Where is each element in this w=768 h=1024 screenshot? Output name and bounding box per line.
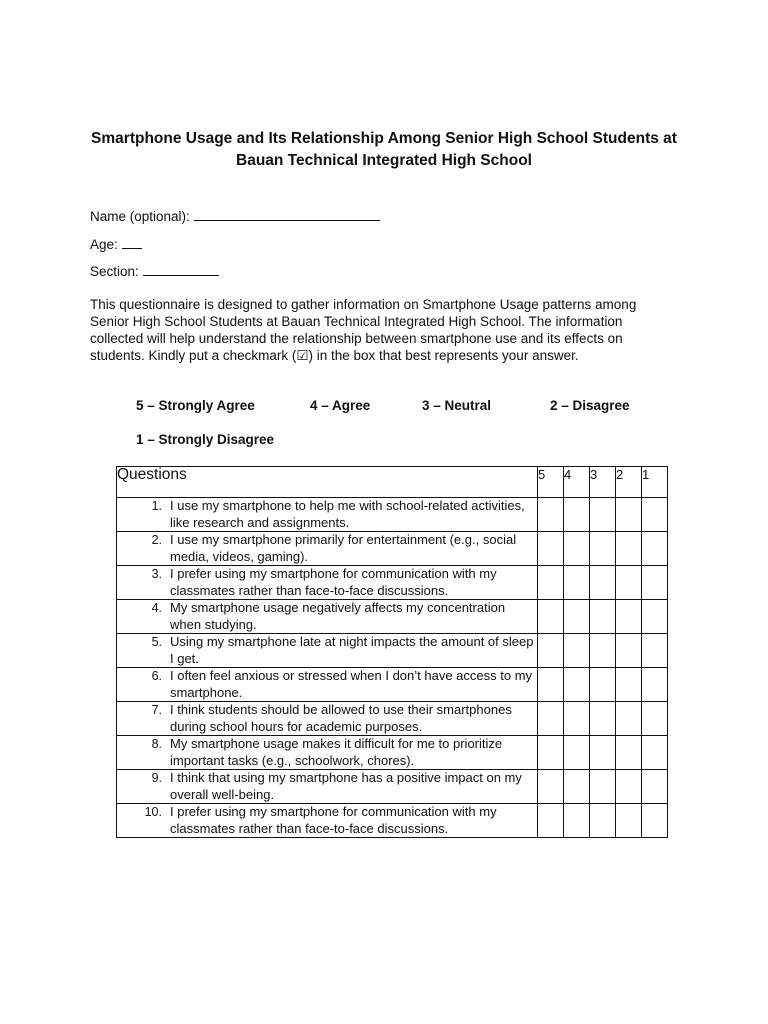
questionnaire-table [116, 466, 668, 838]
rating-box-5[interactable] [538, 600, 564, 634]
rating-box-3[interactable] [590, 566, 616, 600]
rating-box-4[interactable] [564, 600, 590, 634]
name-label: Name (optional): [90, 209, 190, 224]
scale-5: 5 – Strongly Agree [136, 398, 255, 413]
rating-box-4[interactable] [564, 498, 590, 532]
column-2: 2 [616, 467, 642, 498]
rating-box-3[interactable] [590, 668, 616, 702]
question-number: 7. [151, 703, 162, 717]
rating-box-3[interactable] [590, 804, 616, 838]
column-3: 3 [590, 467, 616, 498]
question-text: I think that using my smartphone has a positive impact on my overall well-being. [170, 770, 522, 802]
rating-box-1[interactable] [642, 634, 668, 668]
question-cell [117, 804, 538, 838]
section-field [90, 263, 219, 279]
question-cell [117, 634, 538, 668]
name-blank[interactable] [194, 208, 380, 221]
rating-box-1[interactable] [642, 498, 668, 532]
section-blank[interactable] [143, 263, 219, 276]
question-number: 4. [151, 601, 162, 615]
rating-box-3[interactable] [590, 634, 616, 668]
table-row [117, 498, 668, 532]
rating-box-4[interactable] [564, 770, 590, 804]
rating-box-3[interactable] [590, 702, 616, 736]
table-row [117, 804, 668, 838]
rating-box-1[interactable] [642, 804, 668, 838]
rating-box-5[interactable] [538, 736, 564, 770]
rating-box-1[interactable] [642, 770, 668, 804]
rating-box-2[interactable] [616, 498, 642, 532]
rating-box-2[interactable] [616, 668, 642, 702]
rating-box-2[interactable] [616, 702, 642, 736]
question-cell [117, 600, 538, 634]
rating-box-4[interactable] [564, 532, 590, 566]
rating-box-3[interactable] [590, 770, 616, 804]
question-number: 6. [151, 669, 162, 683]
rating-box-5[interactable] [538, 702, 564, 736]
rating-box-3[interactable] [590, 600, 616, 634]
question-cell [117, 498, 538, 532]
rating-box-4[interactable] [564, 668, 590, 702]
rating-box-2[interactable] [616, 804, 642, 838]
rating-box-2[interactable] [616, 532, 642, 566]
rating-box-5[interactable] [538, 804, 564, 838]
question-number: 9. [151, 771, 162, 785]
table-row [117, 600, 668, 634]
rating-box-2[interactable] [616, 634, 642, 668]
rating-box-5[interactable] [538, 498, 564, 532]
rating-box-4[interactable] [564, 566, 590, 600]
question-text: My smartphone usage negatively affects my concentration when studying. [170, 600, 506, 632]
question-cell [117, 736, 538, 770]
rating-box-1[interactable] [642, 702, 668, 736]
question-cell [117, 702, 538, 736]
rating-box-1[interactable] [642, 600, 668, 634]
question-text: I prefer using my smartphone for communication with my classmates rather than face-to-face discussions. [170, 566, 497, 598]
rating-box-1[interactable] [642, 668, 668, 702]
rating-box-3[interactable] [590, 736, 616, 770]
scale-2: 2 – Disagree [550, 398, 630, 413]
section-label: Section: [90, 264, 139, 279]
table-row [117, 736, 668, 770]
question-number: 8. [151, 737, 162, 751]
scale-4: 4 – Agree [310, 398, 371, 413]
question-text: My smartphone usage makes it difficult for me to prioritize important tasks (e.g., schoolwork, chores). [170, 736, 503, 768]
age-label: Age: [90, 237, 118, 252]
rating-box-2[interactable] [616, 600, 642, 634]
question-text: I prefer using my smartphone for communication with my classmates rather than face-to-face discussions. [170, 804, 497, 836]
rating-box-5[interactable] [538, 668, 564, 702]
table-row [117, 532, 668, 566]
rating-box-1[interactable] [642, 566, 668, 600]
table-row [117, 770, 668, 804]
table-row [117, 566, 668, 600]
rating-box-4[interactable] [564, 702, 590, 736]
question-cell [117, 532, 538, 566]
rating-box-1[interactable] [642, 736, 668, 770]
question-text: I use my smartphone to help me with school-related activities, like research and assignments. [170, 498, 525, 530]
page-title: Smartphone Usage and Its Relationship Among Senior High School Students at Bauan Technical Integrated High School [91, 130, 677, 169]
questions-header: Questions [117, 467, 538, 498]
intro-paragraph: This questionnaire is designed to gather information on Smartphone Usage patterns among Senior High School Students at Bauan Technical Integrated High School. The information collected will help understand the relationship between smartphone use and its effects on students. Kindly put a checkmark (☑) in the box that best represents your answer. [90, 297, 637, 363]
question-text: I often feel anxious or stressed when I don’t have access to my smartphone. [170, 668, 533, 700]
scale-3: 3 – Neutral [422, 398, 492, 413]
rating-box-2[interactable] [616, 566, 642, 600]
table-row [117, 634, 668, 668]
question-number: 5. [151, 635, 162, 649]
column-5: 5 [538, 467, 564, 498]
rating-box-5[interactable] [538, 634, 564, 668]
age-blank[interactable] [122, 236, 142, 249]
rating-box-3[interactable] [590, 498, 616, 532]
question-text: Using my smartphone late at night impacts the amount of sleep I get. [170, 634, 534, 666]
question-cell [117, 770, 538, 804]
rating-box-5[interactable] [538, 532, 564, 566]
question-cell [117, 566, 538, 600]
rating-box-3[interactable] [590, 532, 616, 566]
table-row [117, 668, 668, 702]
rating-box-2[interactable] [616, 770, 642, 804]
rating-box-5[interactable] [538, 770, 564, 804]
question-cell [117, 668, 538, 702]
rating-box-1[interactable] [642, 532, 668, 566]
question-number: 1. [151, 499, 162, 513]
table-header-row [117, 467, 668, 498]
rating-box-4[interactable] [564, 804, 590, 838]
question-number: 3. [151, 567, 162, 581]
column-4: 4 [564, 467, 590, 498]
age-field [90, 236, 142, 252]
question-text: I think students should be allowed to use their smartphones during school hours for academic purposes. [170, 702, 512, 734]
question-number: 10. [144, 805, 162, 819]
scale-1: 1 – Strongly Disagree [136, 432, 275, 447]
column-1: 1 [642, 467, 668, 498]
table-row [117, 702, 668, 736]
rating-box-5[interactable] [538, 566, 564, 600]
rating-box-2[interactable] [616, 736, 642, 770]
question-number: 2. [151, 533, 162, 547]
rating-box-4[interactable] [564, 736, 590, 770]
question-text: I use my smartphone primarily for entertainment (e.g., social media, videos, gaming). [170, 532, 517, 564]
rating-box-4[interactable] [564, 634, 590, 668]
name-field [90, 208, 380, 224]
